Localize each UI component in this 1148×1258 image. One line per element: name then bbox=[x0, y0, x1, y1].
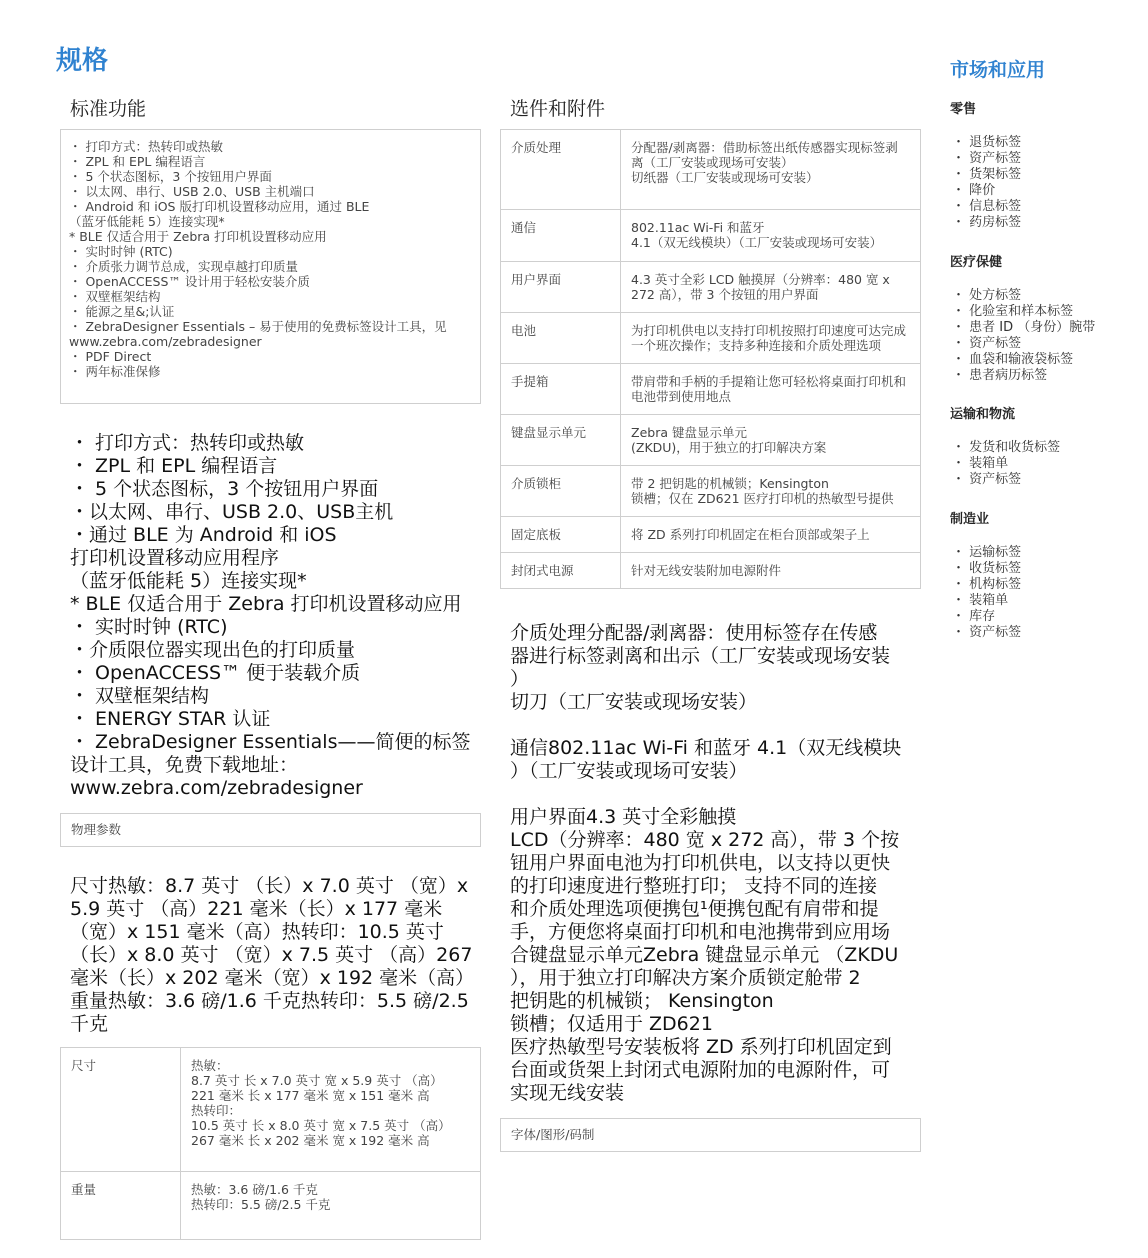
table-cell-label: 键盘显示单元 bbox=[501, 415, 621, 466]
option-line-large: 合键盘显示单元Zebra 键盘显示单元 （ZKDU bbox=[510, 944, 899, 966]
market-list bbox=[952, 288, 1095, 384]
markets-title: 市场和应用 bbox=[950, 59, 1046, 81]
table-cell-label: 手提箱 bbox=[501, 364, 621, 415]
option-line-large bbox=[510, 714, 920, 737]
feature-line-large: ・ 5 个状态图标，3 个按钮用户界面 bbox=[70, 478, 379, 500]
feature-line-large: ・ ZPL 和 EPL 编程语言 bbox=[70, 455, 278, 477]
market-list-item: ・ 退货标签 bbox=[952, 135, 1022, 150]
table-cell-label: 尺寸 bbox=[61, 1048, 181, 1172]
table-cell-label: 重量 bbox=[61, 1172, 181, 1240]
table-cell-value: 带肩带和手柄的手提箱让您可轻松将桌面打印机和电池带到使用地点 bbox=[621, 364, 921, 415]
table-cell-value: 802.11ac Wi-Fi 和蓝牙 4.1（双无线模块）（工厂安装或现场可安装） bbox=[621, 210, 921, 262]
feature-line: ・ 能源之星&;认证 bbox=[69, 304, 175, 319]
table-cell-value: 将 ZD 系列打印机固定在柜台顶部或架子上 bbox=[621, 517, 921, 553]
table-row bbox=[61, 1172, 481, 1240]
standard-features-small-list bbox=[69, 139, 472, 379]
market-list-item: ・ 化验室和样本标签 bbox=[952, 304, 1074, 319]
feature-line: ・ 打印方式：热转印或热敏 bbox=[69, 139, 223, 154]
table-cell-value: 带 2 把钥匙的机械锁；Kensington 锁槽；仅在 ZD621 医疗打印机的热敏型号提供 bbox=[621, 466, 921, 517]
feature-line-large: ・ ENERGY STAR 认证 bbox=[70, 708, 271, 730]
physical-large-text: 尺寸热敏：8.7 英寸 （长）x 7.0 英寸 （宽）x 5.9 英寸 （高）221 毫米（长）x 177 毫米（宽）x 151 毫米（高）热转印：10.5 英寸 （长）x 8.0 英寸 （宽）x 7.5 英寸 （高）267 毫米（长）x 202 毫米（宽）x 192 毫米（高）重量热敏：3.6 磅/1.6 千克热转印：5.5 磅/2.5 千克 bbox=[70, 875, 475, 1035]
option-line-large: 实现无线安装 bbox=[510, 1082, 625, 1104]
feature-line-large: ・以太网、串行、USB 2.0、USB主机 bbox=[70, 501, 394, 523]
feature-line: ・ 以太网、串行、USB 2.0、USB 主机端口 bbox=[69, 184, 315, 199]
market-section-heading: 零售 bbox=[950, 102, 977, 117]
market-list-item: ・ 患者病历标签 bbox=[952, 368, 1048, 383]
table-cell-label: 固定底板 bbox=[501, 517, 621, 553]
feature-line: （蓝牙低能耗 5）连接实现* bbox=[69, 214, 225, 229]
feature-line-large: ・ 实时时钟 (RTC) bbox=[70, 616, 228, 638]
market-list-item: ・ 资产标签 bbox=[952, 336, 1022, 351]
standard-features-box bbox=[60, 129, 481, 404]
table-row bbox=[501, 553, 921, 589]
page-title: 规格 bbox=[56, 46, 109, 76]
market-list-item: ・ 药房标签 bbox=[952, 215, 1022, 230]
feature-line-large: （蓝牙低能耗 5）连接实现* bbox=[70, 570, 307, 592]
market-list-item: ・ 资产标签 bbox=[952, 151, 1022, 166]
feature-line: ・ PDF Direct bbox=[69, 349, 152, 364]
feature-line-large: ・通过 BLE 为 Android 和 iOS bbox=[70, 524, 337, 546]
feature-line-large: www.zebra.com/zebradesigner bbox=[70, 777, 363, 799]
market-list-item: ・ 降价 bbox=[952, 183, 996, 198]
market-list-item: ・ 货架标签 bbox=[952, 167, 1022, 182]
table-cell-label: 电池 bbox=[501, 313, 621, 364]
market-list-item: ・ 发货和收货标签 bbox=[952, 440, 1061, 455]
feature-line-large: ・ 双壁框架结构 bbox=[70, 685, 210, 707]
feature-line-large: 设计工具，免费下载地址： bbox=[70, 754, 299, 776]
option-line-large bbox=[510, 783, 920, 806]
feature-line-large: ・ 打印方式：热转印或热敏 bbox=[70, 432, 305, 454]
feature-line: ・ ZPL 和 EPL 编程语言 bbox=[69, 154, 206, 169]
market-section-heading: 运输和物流 bbox=[950, 407, 1016, 422]
table-row bbox=[501, 210, 921, 262]
feature-line: ・ ZebraDesigner Essentials – 易于使用的免费标签设计工具，见 bbox=[69, 319, 447, 334]
table-row bbox=[501, 313, 921, 364]
feature-line: ・ 实时时钟 (RTC) bbox=[69, 244, 173, 259]
market-list-item: ・ 信息标签 bbox=[952, 199, 1022, 214]
fonts-header: 字体/图形/码制 bbox=[511, 1127, 595, 1142]
market-list bbox=[952, 545, 1021, 641]
feature-line: ・ 两年标准保修 bbox=[69, 364, 161, 379]
physical-table bbox=[60, 1047, 481, 1240]
option-line-large: 器进行标签剥离和出示（工厂安装或现场安装 bbox=[510, 645, 891, 667]
standard-features-title: 标准功能 bbox=[70, 98, 147, 120]
market-list-item: ・ 资产标签 bbox=[952, 472, 1022, 487]
fonts-header-box bbox=[500, 1118, 921, 1152]
feature-line-large: ・介质限位器实现出色的打印质量 bbox=[70, 639, 356, 661]
option-line-large: 和介质处理选项便携包¹便携包配有肩带和提 bbox=[510, 898, 879, 920]
feature-line: www.zebra.com/zebradesigner bbox=[69, 334, 262, 349]
feature-line: ・ OpenACCESS™ 设计用于轻松安装介质 bbox=[69, 274, 310, 289]
option-line-large: ），用于独立打印解决方案介质锁定舱带 2 bbox=[510, 967, 861, 989]
options-large-list bbox=[510, 622, 920, 1105]
option-line-large: ）（工厂安装或现场可安装） bbox=[510, 760, 748, 782]
feature-line: * BLE 仅适合用于 Zebra 打印机设置移动应用 bbox=[69, 229, 327, 244]
option-line-large: 把钥匙的机械锁； Kensington bbox=[510, 990, 774, 1012]
feature-line-large: * BLE 仅适合用于 Zebra 打印机设置移动应用 bbox=[70, 593, 462, 615]
market-list-item: ・ 库存 bbox=[952, 609, 996, 624]
table-cell-label: 介质锁柜 bbox=[501, 466, 621, 517]
feature-line: ・ 介质张力调节总成，实现卓越打印质量 bbox=[69, 259, 298, 274]
option-line-large: 台面或货架上封闭式电源附加的电源附件，可 bbox=[510, 1059, 891, 1081]
market-list bbox=[952, 135, 1021, 231]
market-list-item: ・ 机构标签 bbox=[952, 577, 1022, 592]
table-cell-label: 用户界面 bbox=[501, 262, 621, 313]
market-section-heading: 医疗保健 bbox=[950, 255, 1003, 270]
feature-line: ・ Android 和 iOS 版打印机设置移动应用，通过 BLE bbox=[69, 199, 370, 214]
table-row bbox=[501, 364, 921, 415]
market-list-item: ・ 患者 ID （身份）腕带 bbox=[952, 320, 1096, 335]
table-row bbox=[501, 517, 921, 553]
table-row bbox=[501, 466, 921, 517]
market-list-item: ・ 装箱单 bbox=[952, 593, 1009, 608]
market-list bbox=[952, 440, 1060, 488]
option-line-large: 介质处理分配器/剥离器：使用标签存在传感 bbox=[510, 622, 878, 644]
table-cell-value: 热敏： 8.7 英寸 长 x 7.0 英寸 宽 x 5.9 英寸 （高） 221 毫米 长 x 177 毫米 宽 x 151 毫米 高 热转印： 10.5 英寸 长 x 8.0 英寸 宽 x 7.5 英寸 （高） 267 毫米 长 x 202 毫米 宽 x 192 毫米 高 bbox=[181, 1048, 481, 1172]
option-line-large: 通信802.11ac Wi-Fi 和蓝牙 4.1（双无线模块 bbox=[510, 737, 902, 759]
standard-features-large-list bbox=[70, 432, 480, 800]
table-cell-value: 热敏：3.6 磅/1.6 千克 热转印：5.5 磅/2.5 千克 bbox=[181, 1172, 481, 1240]
market-list-item: ・ 装箱单 bbox=[952, 456, 1009, 471]
feature-line-large: ・ ZebraDesigner Essentials——简便的标签 bbox=[70, 731, 471, 753]
table-cell-value: 针对无线安装附加电源附件 bbox=[621, 553, 921, 589]
option-line-large: 切刀（工厂安装或现场安装） bbox=[510, 691, 758, 713]
feature-line-large: 打印机设置移动应用程序 bbox=[70, 547, 280, 569]
option-line-large: LCD（分辨率：480 宽 x 272 高），带 3 个按 bbox=[510, 829, 900, 851]
market-list-item: ・ 血袋和输液袋标签 bbox=[952, 352, 1074, 367]
table-row bbox=[501, 262, 921, 313]
feature-line-large: ・ OpenACCESS™ 便于装载介质 bbox=[70, 662, 361, 684]
table-row bbox=[501, 130, 921, 210]
table-cell-value: 分配器/剥离器：借助标签出纸传感器实现标签剥离（工厂安装或现场可安装） 切纸器（工厂安装或现场可安装） bbox=[621, 130, 921, 210]
options-table bbox=[500, 129, 921, 589]
market-section-heading: 制造业 bbox=[950, 512, 990, 527]
table-cell-label: 通信 bbox=[501, 210, 621, 262]
physical-header-box bbox=[60, 813, 481, 847]
feature-line: ・ 5 个状态图标，3 个按钮用户界面 bbox=[69, 169, 272, 184]
option-line-large: 医疗热敏型号安装板将 ZD 系列打印机固定到 bbox=[510, 1036, 892, 1058]
table-cell-value: 为打印机供电以支持打印机按照打印速度可达完成一个班次操作；支持多种连接和介质处理选项 bbox=[621, 313, 921, 364]
table-row bbox=[61, 1048, 481, 1172]
feature-line: ・ 双壁框架结构 bbox=[69, 289, 161, 304]
market-list-item: ・ 资产标签 bbox=[952, 625, 1022, 640]
option-line-large: 用户界面4.3 英寸全彩触摸 bbox=[510, 806, 737, 828]
option-line-large: 钮用户界面电池为打印机供电，以支持以更快 bbox=[510, 852, 891, 874]
market-list-item: ・ 处方标签 bbox=[952, 288, 1022, 303]
table-row bbox=[501, 415, 921, 466]
option-line-large: 手，方便您将桌面打印机和电池携带到应用场 bbox=[510, 921, 891, 943]
market-list-item: ・ 收货标签 bbox=[952, 561, 1022, 576]
table-cell-value: 4.3 英寸全彩 LCD 触摸屏（分辨率：480 宽 x 272 高），带 3 个按钮的用户界面 bbox=[621, 262, 921, 313]
option-line-large: 锁槽；仅适用于 ZD621 bbox=[510, 1013, 713, 1035]
options-title: 选件和附件 bbox=[510, 98, 606, 120]
table-cell-value: Zebra 键盘显示单元 (ZKDU)，用于独立的打印解决方案 bbox=[621, 415, 921, 466]
option-line-large: ） bbox=[510, 668, 530, 690]
table-cell-label: 介质处理 bbox=[501, 130, 621, 210]
table-cell-label: 封闭式电源 bbox=[501, 553, 621, 589]
physical-header: 物理参数 bbox=[71, 822, 122, 837]
market-list-item: ・ 运输标签 bbox=[952, 545, 1022, 560]
option-line-large: 的打印速度进行整班打印； 支持不同的连接 bbox=[510, 875, 878, 897]
